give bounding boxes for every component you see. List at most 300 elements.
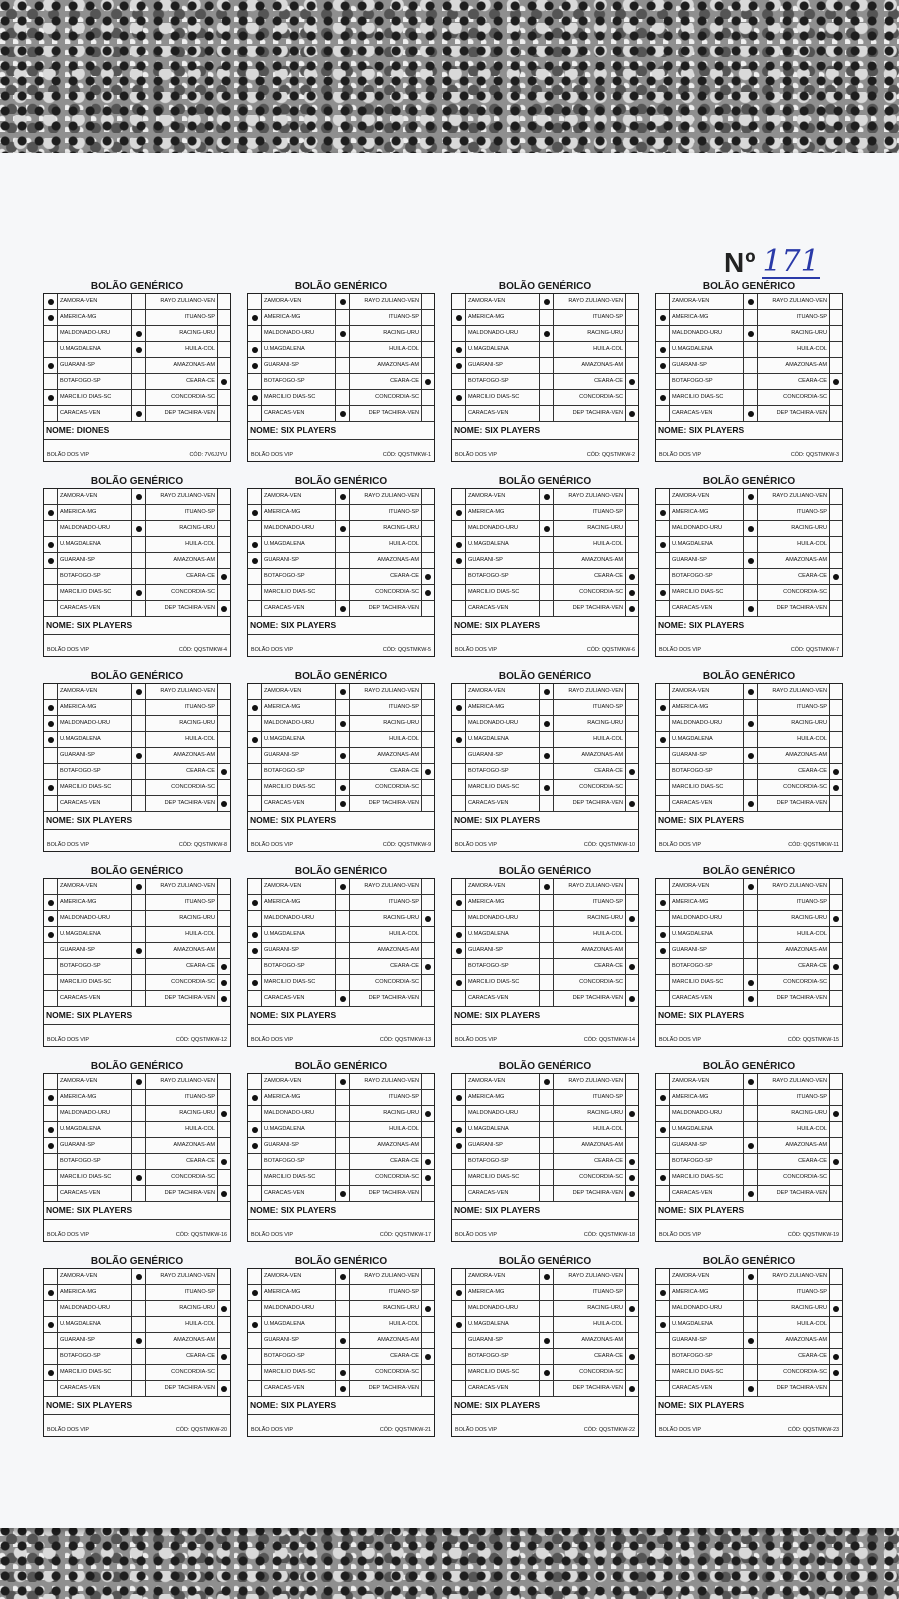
sheet-number (724, 237, 834, 279)
draw-pick-cell (540, 1349, 554, 1364)
away-team: RAYO ZULIANO-VEN (554, 879, 626, 894)
pick-mark (218, 959, 230, 974)
away-team: RACING-URU (350, 521, 422, 536)
pick-mark (452, 537, 466, 552)
away-pick-cell (830, 1285, 842, 1300)
home-pick-cell (452, 585, 466, 600)
player-name: SIX PLAYERS (76, 1205, 133, 1215)
match-row (44, 1138, 230, 1154)
home-team: MALDONADO-URU (670, 521, 744, 536)
home-pick-cell (248, 1186, 262, 1201)
away-team: CEARA-CE (758, 374, 830, 389)
card-code: QQSTMKW-18 (598, 1232, 635, 1238)
name-row (452, 1202, 638, 1220)
pick-mark (422, 1349, 434, 1364)
match-row (248, 310, 434, 326)
pick-mark (44, 310, 58, 325)
away-team: RACING-URU (146, 326, 218, 341)
player-name: SIX PLAYERS (76, 620, 133, 630)
away-pick-cell (626, 553, 638, 568)
draw-pick-cell (540, 991, 554, 1006)
home-pick-cell (248, 374, 262, 389)
match-row (452, 895, 638, 911)
away-team: RACING-URU (554, 1106, 626, 1121)
pick-mark (656, 1122, 670, 1137)
away-pick-cell (830, 505, 842, 520)
draw-pick-cell (132, 975, 146, 990)
pick-mark (248, 1090, 262, 1105)
pick-mark (248, 700, 262, 715)
home-pick-cell (44, 1333, 58, 1348)
pick-mark (248, 310, 262, 325)
marble-countertop-top (0, 0, 899, 160)
away-team: DEP TACHIRA-VEN (350, 991, 422, 1006)
draw-pick-cell (540, 1090, 554, 1105)
footer-code: CÓD: QQSTMKW-8 (178, 842, 227, 848)
name-row (44, 812, 230, 830)
footer-left: BOLÃO DOS VIP (47, 452, 89, 458)
match-rows (656, 1269, 842, 1397)
pick-mark (626, 569, 638, 584)
home-pick-cell (248, 294, 262, 309)
match-row (452, 700, 638, 716)
card-box (451, 1268, 639, 1437)
home-pick-cell (656, 1154, 670, 1169)
away-team: RAYO ZULIANO-VEN (350, 879, 422, 894)
away-team: DEP TACHIRA-VEN (350, 601, 422, 616)
card-title: BOLÃO GENÉRICO (90, 866, 184, 877)
footer-left: BOLÃO DOS VIP (659, 842, 701, 848)
match-row (44, 326, 230, 342)
home-team: MARCILIO DIAS-SC (262, 390, 336, 405)
card-box (655, 683, 843, 852)
away-team: DEP TACHIRA-VEN (554, 1186, 626, 1201)
away-pick-cell (830, 927, 842, 942)
name-label: NOME: (250, 1010, 279, 1020)
match-row (656, 294, 842, 310)
pick-mark (452, 895, 466, 910)
pick-mark (540, 748, 554, 763)
away-pick-cell (626, 1138, 638, 1153)
betting-card (43, 670, 231, 850)
match-row (44, 895, 230, 911)
away-pick-cell (626, 1317, 638, 1332)
card-footer (248, 1229, 434, 1241)
card-code: QQSTMKW-17 (394, 1232, 431, 1238)
away-pick-cell (218, 310, 230, 325)
match-row (248, 732, 434, 748)
pick-mark (626, 911, 638, 926)
home-pick-cell (44, 684, 58, 699)
match-row (452, 1381, 638, 1397)
away-pick-cell (218, 505, 230, 520)
draw-pick-cell (540, 406, 554, 421)
pick-mark (540, 780, 554, 795)
home-team: CARACAS-VEN (58, 796, 132, 811)
away-pick-cell (422, 1186, 434, 1201)
match-row (248, 684, 434, 700)
match-row (248, 700, 434, 716)
match-row (44, 1349, 230, 1365)
pick-mark (218, 374, 230, 389)
home-pick-cell (656, 1138, 670, 1153)
home-team: U.MAGDALENA (58, 732, 132, 747)
match-row (248, 1090, 434, 1106)
away-team: CONCORDIA-SC (758, 390, 830, 405)
pick-mark (218, 1301, 230, 1316)
away-pick-cell (626, 505, 638, 520)
pick-mark (336, 1381, 350, 1396)
pick-mark (44, 1122, 58, 1137)
card-box (655, 293, 843, 462)
card-title: BOLÃO GENÉRICO (498, 1256, 592, 1267)
pick-mark (248, 927, 262, 942)
home-team: AMERICA-MG (670, 1090, 744, 1105)
home-team: AMERICA-MG (58, 1090, 132, 1105)
pick-mark (336, 326, 350, 341)
home-team: BOTAFOGO-SP (262, 1349, 336, 1364)
draw-pick-cell (336, 1349, 350, 1364)
away-team: HUILA-COL (350, 1317, 422, 1332)
away-team: HUILA-COL (758, 537, 830, 552)
home-pick-cell (452, 489, 466, 504)
footer-code: CÓD: QQSTMKW-17 (379, 1232, 431, 1238)
home-team: CARACAS-VEN (58, 991, 132, 1006)
card-title: BOLÃO GENÉRICO (294, 1256, 388, 1267)
away-pick-cell (830, 342, 842, 357)
away-team: RACING-URU (758, 1301, 830, 1316)
home-team: ZAMORA-VEN (58, 294, 132, 309)
betting-card (43, 475, 231, 655)
card-title: BOLÃO GENÉRICO (90, 281, 184, 292)
match-row (656, 911, 842, 927)
match-row (452, 991, 638, 1007)
footer-code: CÓD: QQSTMKW-3 (790, 452, 839, 458)
home-team: U.MAGDALENA (58, 537, 132, 552)
match-rows (452, 1269, 638, 1397)
home-team: BOTAFOGO-SP (58, 1154, 132, 1169)
away-team: CONCORDIA-SC (554, 390, 626, 405)
footer-left: BOLÃO DOS VIP (659, 647, 701, 653)
away-pick-cell (422, 1122, 434, 1137)
home-team: CARACAS-VEN (466, 406, 540, 421)
away-pick-cell (218, 879, 230, 894)
name-label: NOME: (250, 1400, 279, 1410)
home-team: U.MAGDALENA (262, 1317, 336, 1332)
draw-pick-cell (336, 1122, 350, 1137)
match-row (248, 390, 434, 406)
home-pick-cell (452, 1106, 466, 1121)
home-team: MARCILIO DIAS-SC (262, 1365, 336, 1380)
away-pick-cell (422, 700, 434, 715)
away-pick-cell (422, 553, 434, 568)
home-team: MARCILIO DIAS-SC (58, 585, 132, 600)
pick-mark (656, 1090, 670, 1105)
match-row (44, 358, 230, 374)
away-team: ITUANO-SP (146, 700, 218, 715)
card-footer (44, 1229, 230, 1241)
home-team: ZAMORA-VEN (262, 1269, 336, 1284)
home-pick-cell (452, 601, 466, 616)
match-row (44, 1365, 230, 1381)
pick-mark (44, 1365, 58, 1380)
pick-mark (44, 390, 58, 405)
match-row (452, 406, 638, 422)
card-code: QQSTMKW-8 (193, 842, 227, 848)
home-pick-cell (248, 1269, 262, 1284)
home-team: AMERICA-MG (466, 505, 540, 520)
away-team: DEP TACHIRA-VEN (554, 601, 626, 616)
card-box (655, 878, 843, 1047)
player-name: SIX PLAYERS (76, 1010, 133, 1020)
match-row (452, 1349, 638, 1365)
match-row (656, 975, 842, 991)
home-team: ZAMORA-VEN (466, 684, 540, 699)
footer-left: BOLÃO DOS VIP (659, 1232, 701, 1238)
home-pick-cell (44, 879, 58, 894)
pick-mark (626, 601, 638, 616)
match-row (656, 1365, 842, 1381)
away-team: DEP TACHIRA-VEN (350, 406, 422, 421)
pick-mark (44, 716, 58, 731)
footer-code: CÓD: QQSTMKW-18 (583, 1232, 635, 1238)
home-pick-cell (44, 991, 58, 1006)
match-rows (44, 1074, 230, 1202)
away-team: AMAZONAS-AM (350, 943, 422, 958)
match-row (452, 1106, 638, 1122)
match-row (452, 358, 638, 374)
home-team: MARCILIO DIAS-SC (58, 390, 132, 405)
match-row (452, 1317, 638, 1333)
away-team: ITUANO-SP (554, 1285, 626, 1300)
match-row (44, 1170, 230, 1186)
away-team: RACING-URU (554, 911, 626, 926)
card-code: QQSTMKW-23 (802, 1427, 839, 1433)
match-row (248, 1349, 434, 1365)
card-box (247, 878, 435, 1047)
match-row (44, 1074, 230, 1090)
card-code: QQSTMKW-20 (190, 1427, 227, 1433)
home-team: MARCILIO DIAS-SC (466, 1170, 540, 1185)
away-team: RAYO ZULIANO-VEN (350, 294, 422, 309)
draw-pick-cell (336, 505, 350, 520)
home-team: CARACAS-VEN (466, 1186, 540, 1201)
home-team: GUARANI-SP (466, 1138, 540, 1153)
home-pick-cell (656, 1333, 670, 1348)
betting-card (451, 1060, 639, 1240)
draw-pick-cell (744, 1301, 758, 1316)
home-team: CARACAS-VEN (262, 991, 336, 1006)
away-team: AMAZONAS-AM (758, 1138, 830, 1153)
home-team: CARACAS-VEN (58, 406, 132, 421)
home-team: MALDONADO-URU (58, 521, 132, 536)
draw-pick-cell (744, 374, 758, 389)
card-code: QQSTMKW-1 (397, 452, 431, 458)
home-team: GUARANI-SP (262, 748, 336, 763)
match-row (248, 911, 434, 927)
pick-mark (656, 700, 670, 715)
home-pick-cell (452, 326, 466, 341)
pick-mark (218, 764, 230, 779)
home-team: MALDONADO-URU (466, 326, 540, 341)
footer-code: CÓD: QQSTMKW-15 (787, 1037, 839, 1043)
name-label: NOME: (658, 1205, 687, 1215)
home-pick-cell (656, 879, 670, 894)
away-pick-cell (422, 601, 434, 616)
pick-mark (248, 1122, 262, 1137)
pick-mark (422, 911, 434, 926)
home-team: ZAMORA-VEN (466, 294, 540, 309)
home-pick-cell (248, 601, 262, 616)
pick-mark (830, 569, 842, 584)
home-team: GUARANI-SP (262, 553, 336, 568)
pick-mark (218, 569, 230, 584)
away-team: ITUANO-SP (758, 310, 830, 325)
away-pick-cell (626, 927, 638, 942)
away-pick-cell (422, 684, 434, 699)
draw-pick-cell (336, 943, 350, 958)
away-team: RACING-URU (350, 911, 422, 926)
name-label: NOME: (658, 1400, 687, 1410)
away-team: HUILA-COL (146, 342, 218, 357)
away-pick-cell (830, 879, 842, 894)
away-team: ITUANO-SP (350, 700, 422, 715)
home-pick-cell (44, 569, 58, 584)
away-pick-cell (830, 1122, 842, 1137)
card-code: QQSTMKW-7 (805, 647, 839, 653)
home-team: U.MAGDALENA (670, 732, 744, 747)
player-name: SIX PLAYERS (688, 1010, 745, 1020)
home-pick-cell (656, 1349, 670, 1364)
away-pick-cell (830, 1170, 842, 1185)
footer-left: BOLÃO DOS VIP (251, 842, 293, 848)
away-team: AMAZONAS-AM (554, 748, 626, 763)
home-team: BOTAFOGO-SP (262, 1154, 336, 1169)
home-pick-cell (248, 585, 262, 600)
home-team: ZAMORA-VEN (58, 684, 132, 699)
away-pick-cell (626, 1365, 638, 1380)
home-team: GUARANI-SP (670, 358, 744, 373)
draw-pick-cell (132, 991, 146, 1006)
home-team: AMERICA-MG (670, 1285, 744, 1300)
match-row (656, 1269, 842, 1285)
betting-card (247, 475, 435, 655)
match-row (248, 1365, 434, 1381)
home-pick-cell (248, 1381, 262, 1396)
home-team: BOTAFOGO-SP (466, 374, 540, 389)
match-row (44, 780, 230, 796)
draw-pick-cell (132, 537, 146, 552)
home-pick-cell (44, 1349, 58, 1364)
name-label: NOME: (250, 425, 279, 435)
away-pick-cell (830, 1138, 842, 1153)
match-row (656, 1106, 842, 1122)
pick-mark (656, 358, 670, 373)
pick-mark (744, 879, 758, 894)
away-pick-cell (626, 1285, 638, 1300)
draw-pick-cell (540, 927, 554, 942)
away-pick-cell (422, 1138, 434, 1153)
match-row (452, 716, 638, 732)
home-team: AMERICA-MG (58, 505, 132, 520)
pick-mark (744, 1138, 758, 1153)
pick-mark (248, 895, 262, 910)
pick-mark (744, 1269, 758, 1284)
away-team: DEP TACHIRA-VEN (146, 1186, 218, 1201)
footer-code: CÓD: QQSTMKW-20 (175, 1427, 227, 1433)
pick-mark (744, 294, 758, 309)
player-name: SIX PLAYERS (484, 815, 541, 825)
card-footer (44, 1424, 230, 1436)
away-pick-cell (218, 390, 230, 405)
card-title: BOLÃO GENÉRICO (498, 671, 592, 682)
card-code: QQSTMKW-3 (805, 452, 839, 458)
away-team: DEP TACHIRA-VEN (758, 601, 830, 616)
match-row (44, 569, 230, 585)
pick-mark (744, 489, 758, 504)
pick-mark (132, 326, 146, 341)
match-row (248, 1170, 434, 1186)
pick-mark (44, 700, 58, 715)
betting-card (247, 865, 435, 1045)
away-team: AMAZONAS-AM (146, 553, 218, 568)
home-team: AMERICA-MG (58, 700, 132, 715)
match-row (44, 1090, 230, 1106)
home-team: MARCILIO DIAS-SC (670, 1170, 744, 1185)
draw-pick-cell (540, 358, 554, 373)
footer-code: CÓD: QQSTMKW-11 (788, 842, 839, 848)
card-code: QQSTMKW-14 (598, 1037, 635, 1043)
home-team: ZAMORA-VEN (670, 879, 744, 894)
home-team: AMERICA-MG (262, 505, 336, 520)
match-row (656, 732, 842, 748)
home-team: U.MAGDALENA (466, 537, 540, 552)
draw-pick-cell (132, 358, 146, 373)
match-row (44, 1381, 230, 1397)
match-row (44, 585, 230, 601)
footer-code: CÓD: QQSTMKW-21 (379, 1427, 431, 1433)
card-box (43, 878, 231, 1047)
footer-code: CÓD: QQSTMKW-6 (586, 647, 635, 653)
home-team: GUARANI-SP (670, 943, 744, 958)
home-team: AMERICA-MG (262, 700, 336, 715)
away-team: CONCORDIA-SC (350, 390, 422, 405)
pick-mark (336, 796, 350, 811)
player-name: SIX PLAYERS (484, 1205, 541, 1215)
player-name: SIX PLAYERS (688, 815, 745, 825)
away-team: ITUANO-SP (350, 505, 422, 520)
match-row (44, 374, 230, 390)
draw-pick-cell (540, 553, 554, 568)
match-row (248, 505, 434, 521)
away-team: RACING-URU (146, 911, 218, 926)
away-team: DEP TACHIRA-VEN (554, 1381, 626, 1396)
home-team: BOTAFOGO-SP (670, 1349, 744, 1364)
footer-left: BOLÃO DOS VIP (455, 842, 497, 848)
draw-pick-cell (336, 1138, 350, 1153)
pick-mark (248, 537, 262, 552)
away-pick-cell (422, 780, 434, 795)
away-team: RAYO ZULIANO-VEN (758, 879, 830, 894)
card-code: QQSTMKW-5 (397, 647, 431, 653)
name-row (656, 1202, 842, 1220)
match-row (44, 537, 230, 553)
home-team: ZAMORA-VEN (262, 489, 336, 504)
home-team: ZAMORA-VEN (58, 489, 132, 504)
home-team: GUARANI-SP (58, 358, 132, 373)
pick-mark (452, 943, 466, 958)
pick-mark (248, 553, 262, 568)
